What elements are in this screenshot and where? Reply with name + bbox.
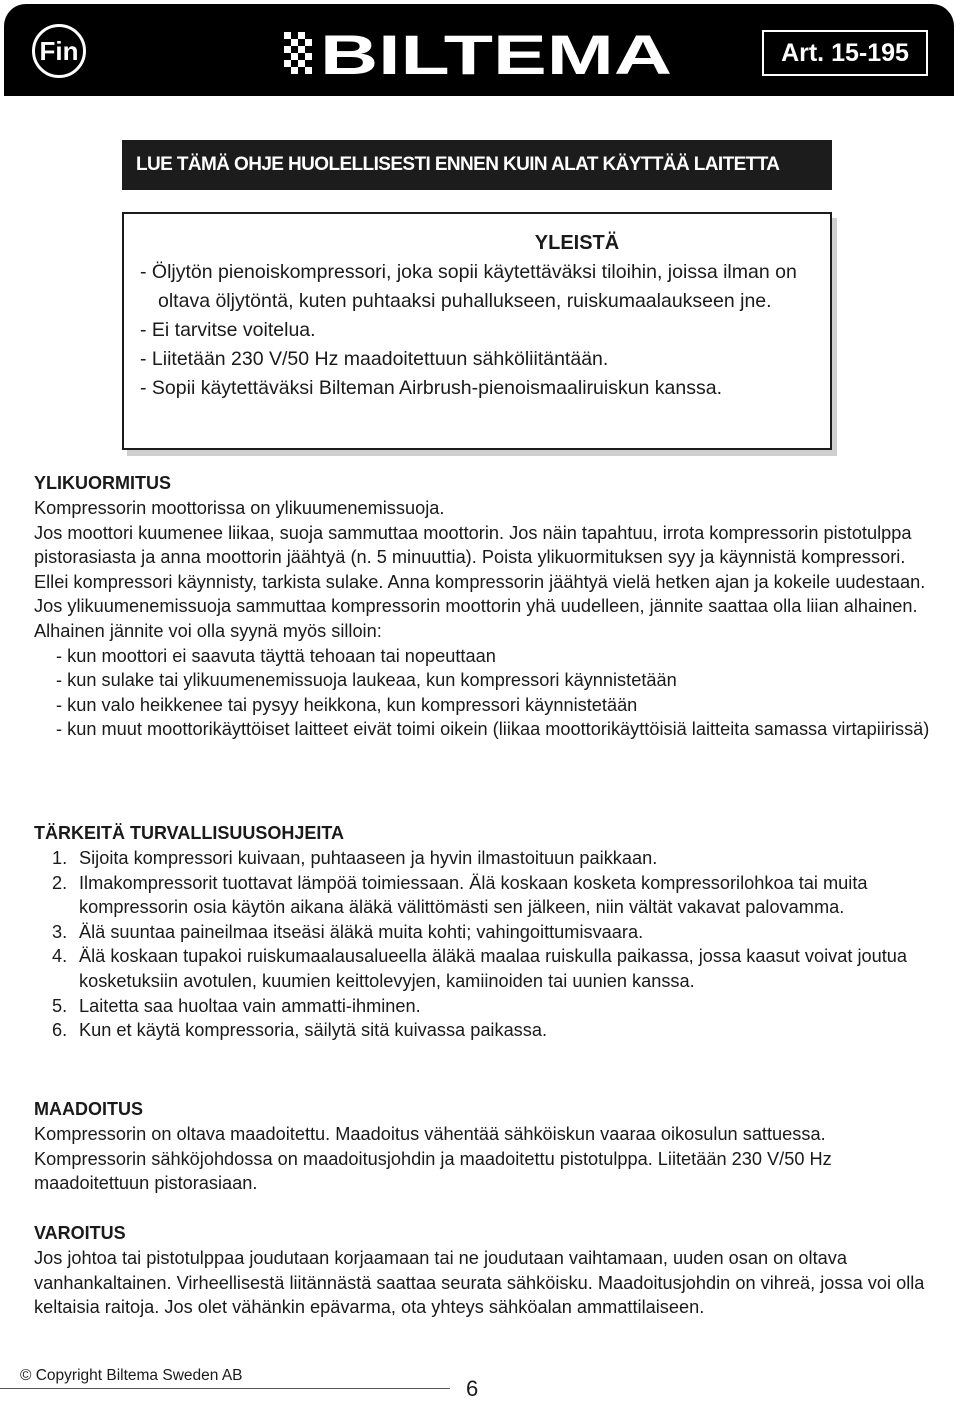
header-bar bbox=[4, 4, 954, 96]
overload-title: YLIKUORMITUS bbox=[34, 473, 171, 493]
safety-item bbox=[52, 1018, 934, 1043]
general-item: - Öljytön pienoiskompressori, joka sopii käytettäväksi tiloihin, joissa ilman on oltava öljytöntä, kuten puhtaaksi puhallukseen, ruiskumaalaukseen jne. bbox=[140, 261, 797, 312]
safety-item-text: Kun et käytä kompressoria, säilytä sitä kuivassa paikassa. bbox=[79, 1020, 548, 1041]
safety-title: TÄRKEITÄ TURVALLISUUSOHJEITA bbox=[34, 823, 345, 843]
grounding-text: Kompressorin on oltava maadoitettu. Maadoitus vähentää sähköiskun vaaraa oikosulun sattuessa. Kompressorin sähköjohdossa on maadoitusjohdin ja maadoitettu pistotulppa. Liitetään 230 V/50 Hz maadoitettuun pistorasiaan. bbox=[34, 1124, 832, 1194]
page-number: 6 bbox=[466, 1376, 479, 1401]
safety-item bbox=[52, 994, 934, 1019]
article-number: Art. 15-195 bbox=[762, 30, 928, 76]
overload-line: Kompressorin moottorissa on ylikuumenemissuoja. bbox=[34, 498, 445, 518]
safety-item-number: 6. bbox=[52, 1020, 68, 1041]
general-list bbox=[140, 258, 814, 403]
warning-section bbox=[34, 1220, 934, 1320]
safety-item-number: 5. bbox=[52, 995, 68, 1016]
overload-paragraph: Jos moottori kuumenee liikaa, suoja sammuttaa moottorin. Jos näin tapahtuu, irrota kompressorin pistotulppa pistorasiasta ja anna moottorin jäähtyä (n. 5 minuuttia). Poista ylikuormituksen syy ja käynnistä kompressori. Ellei kompressori käynnisty, tarkista sulake. Anna kompressorin jäähtyä vielä hetken ajan ja kokeile uudestaan. Jos ylikuumenemissuoja sammuttaa kompressorin moottorin yhä uudelleen, jännite saattaa olla liian alhainen. Alhainen jännite voi olla syynä myös silloin: bbox=[34, 522, 926, 641]
warning-text: Jos johtoa tai pistotulppaa joudutaan korjaamaan tai ne joudutaan vaihtamaan, uuden osan on oltava vanhankaltainen. Virheellisestä liitännästä saattaa seurata sähköisku. Maadoitusjohdin on vihreä, jossa voi olla keltaisia raitoja. Jos olet vähänkin epävarma, ota yhteys sähköalan ammattilaiseen. bbox=[34, 1248, 925, 1318]
general-title: YLEISTÄ bbox=[534, 232, 620, 254]
footer-divider bbox=[0, 1388, 450, 1389]
general-item: - Sopii käytettäväksi Bilteman Airbrush-pienoismaaliruiskun kanssa. bbox=[140, 377, 723, 399]
safety-list bbox=[34, 846, 934, 1043]
safety-item-text: Älä suuntaa paineilmaa itseäsi äläkä muita kohti; vahingoittumisvaara. bbox=[79, 921, 644, 942]
safety-item-text: Älä koskaan tupakoi ruiskumaalausalueella äläkä maalaa ruiskulla paikassa, jossa kaasut voivat joutua kosketuksiin avotulen, kuumien keittolevyjen, kamiinoiden tai uunien kanssa. bbox=[79, 946, 908, 991]
overload-bullet: - kun valo heikkenee tai pysyy heikkona, kun kompressori käynnistetään bbox=[56, 694, 638, 715]
overload-bullets bbox=[34, 644, 934, 742]
read-instructions-banner: LUE TÄMÄ OHJE HUOLELLISESTI ENNEN KUIN ALAT KÄYTTÄÄ LAITETTA bbox=[122, 140, 832, 190]
overload-bullet: - kun muut moottorikäyttöiset laitteet eivät toimi oikein (liikaa moottorikäyttöisiä laitteita samassa virtapiirissä) bbox=[56, 719, 930, 740]
svg-text:BILTEMA: BILTEMA bbox=[320, 28, 672, 78]
safety-section bbox=[34, 820, 934, 1043]
grounding-title: MAADOITUS bbox=[34, 1099, 143, 1119]
safety-item-text: Ilmakompressorit tuottavat lämpöä toimiessaan. Älä koskaan kosketa kompressorilohkoa tai muita kompressorin osia käytön aikana äläkä välittömästi sen jälkeen, niin vältät vakavat palovamma. bbox=[79, 872, 868, 918]
language-badge: Fin bbox=[32, 24, 86, 78]
general-item: - Liitetään 230 V/50 Hz maadoitettuun sähköliitäntään. bbox=[140, 348, 609, 370]
biltema-logo bbox=[280, 28, 680, 78]
safety-item bbox=[52, 846, 934, 871]
general-box bbox=[122, 212, 832, 450]
safety-item-number: 1. bbox=[52, 848, 68, 868]
overload-section bbox=[34, 470, 934, 742]
grounding-section bbox=[34, 1096, 934, 1196]
safety-item-text: Laitetta saa huoltaa vain ammatti-ihminen. bbox=[79, 995, 421, 1016]
safety-item-number: 2. bbox=[52, 872, 68, 893]
safety-item-number: 4. bbox=[52, 946, 68, 967]
safety-item bbox=[52, 871, 934, 920]
general-item: - Ei tarvitse voitelua. bbox=[140, 319, 316, 341]
warning-title: VAROITUS bbox=[34, 1223, 126, 1243]
overload-bullet: - kun sulake tai ylikuumenemissuoja laukeaa, kun kompressori käynnistetään bbox=[56, 670, 677, 691]
safety-item-number: 3. bbox=[52, 921, 68, 942]
safety-item bbox=[52, 920, 934, 945]
overload-bullet: - kun moottori ei saavuta täyttä tehoaan tai nopeuttaan bbox=[56, 645, 496, 666]
safety-item-text: Sijoita kompressori kuivaan, puhtaaseen ja hyvin ilmastoituun paikkaan. bbox=[79, 848, 658, 868]
copyright-notice: © Copyright Biltema Sweden AB bbox=[20, 1367, 243, 1384]
safety-item bbox=[52, 944, 934, 993]
